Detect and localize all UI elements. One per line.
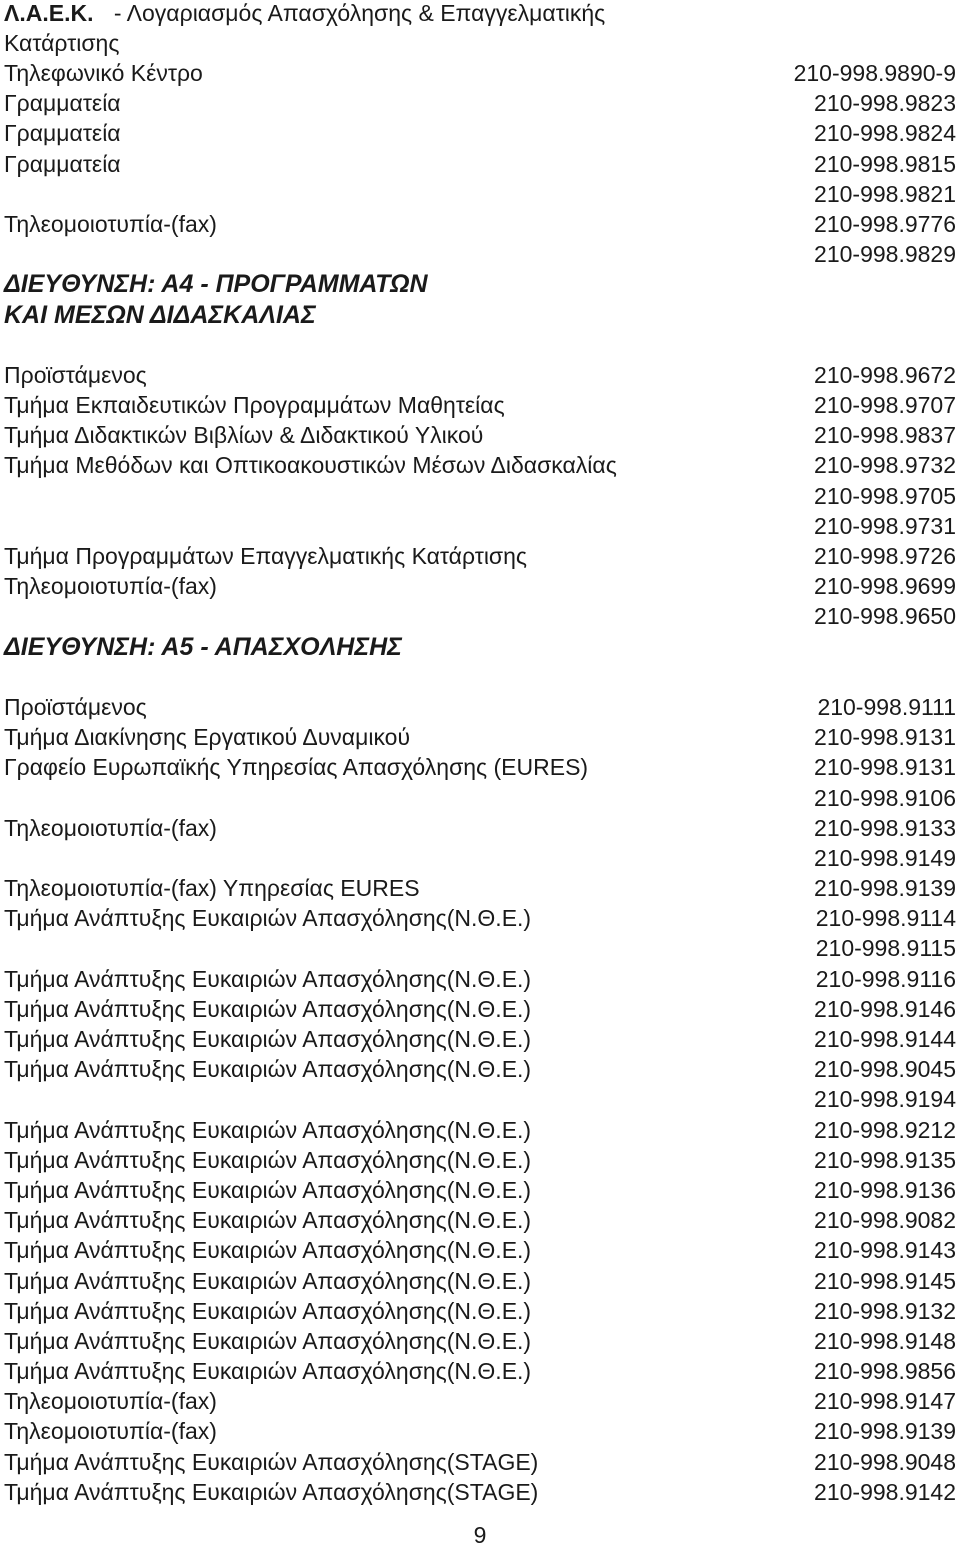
- phone-number: 210-998.9132: [814, 1297, 956, 1324]
- department-label: [4, 481, 814, 511]
- department-label: Τμήμα Μεθόδων και Οπτικοακουστικών Μέσων Διδασκαλίας: [4, 452, 617, 479]
- title-dash: -: [113, 0, 122, 26]
- title-line-2: Κατάρτισης: [4, 30, 120, 56]
- directory-row: [4, 843, 956, 873]
- directory-row: [4, 541, 956, 571]
- directory-row: [4, 692, 956, 722]
- department-label: Τηλεομοιοτυπία-(fax): [4, 1388, 217, 1415]
- department-label: [4, 1084, 814, 1114]
- directory-row: [4, 511, 956, 541]
- department-label: Τμήμα Ανάπτυξης Ευκαιριών Απασχόλησης(Ν.Θ.Ε.): [4, 1056, 532, 1083]
- phone-number: 210-998.9144: [814, 1026, 956, 1052]
- department-label: [4, 843, 814, 873]
- phone-number: 210-998.9139: [814, 875, 956, 902]
- directory-row: [4, 1024, 956, 1054]
- directory-row: [4, 1416, 956, 1446]
- directory-row: [4, 933, 956, 963]
- department-label: [4, 783, 814, 813]
- department-label: Τμήμα Διδακτικών Βιβλίων & Διδακτικού Υλικού: [4, 422, 484, 449]
- phone-number: 210-998.9732: [814, 452, 956, 479]
- phone-number: 210-998.9143: [814, 1237, 956, 1264]
- directory-row: [4, 1386, 956, 1416]
- phone-number: 210-998.9705: [814, 482, 956, 509]
- phone-number: 210-998.9142: [814, 1478, 956, 1505]
- title-line-1: Λογαριασμός Απασχόλησης & Επαγγελματικής: [126, 0, 606, 26]
- department-label: [4, 933, 816, 963]
- directory-row: [4, 1054, 956, 1084]
- department-label: Γραμματεία: [4, 120, 121, 147]
- phone-number: 210-998.9731: [814, 512, 956, 539]
- phone-number: 210-998.9212: [814, 1116, 956, 1143]
- department-label: Τμήμα Προγραμμάτων Επαγγελματικής Κατάρτισης: [4, 543, 528, 569]
- department-label: Τηλεομοιοτυπία-(fax): [4, 1418, 217, 1445]
- phone-number: 210-998.9116: [815, 965, 956, 992]
- department-label: Τμήμα Ανάπτυξης Ευκαιριών Απασχόλησης(Ν.Θ.Ε.): [4, 1176, 532, 1203]
- department-label: Προϊστάμενος: [4, 693, 147, 720]
- directory-row: [4, 239, 956, 269]
- department-label: Τμήμα Ανάπτυξης Ευκαιριών Απασχόλησης(Ν.Θ.Ε.): [4, 1327, 532, 1354]
- directory-row: [4, 390, 956, 420]
- directory-row: [4, 58, 956, 88]
- department-label: Γραμματεία: [4, 90, 121, 117]
- document: [4, 0, 956, 1507]
- department-label: Τμήμα Ανάπτυξης Ευκαιριών Απασχόλησης(Ν.Θ.Ε.): [4, 965, 532, 992]
- directory-row: [4, 1235, 956, 1265]
- department-label: Τμήμα Ανάπτυξης Ευκαιριών Απασχόλησης(STAGE): [4, 1448, 539, 1475]
- org-acronym: Λ.Α.Ε.Κ.: [4, 0, 94, 26]
- directory-row: [4, 1145, 956, 1175]
- phone-number: 210-998.9699: [814, 573, 956, 600]
- department-label: Τηλεομοιοτυπία-(fax): [4, 573, 217, 600]
- directory-row: [4, 571, 956, 601]
- phone-number: 210-998.9135: [814, 1146, 956, 1173]
- directory-row: [4, 1296, 956, 1326]
- phone-number: 210-998.9131: [814, 754, 956, 781]
- phone-number: 210-998.9194: [814, 1086, 956, 1113]
- department-label: Τμήμα Ανάπτυξης Ευκαιριών Απασχόλησης(Ν.Θ.Ε.): [4, 1267, 532, 1294]
- directory-row: [4, 1326, 956, 1356]
- phone-number: 210-998.9148: [814, 1327, 956, 1354]
- department-label: [4, 239, 814, 269]
- phone-number: 210-998.9815: [814, 150, 956, 177]
- directory-row: [4, 1084, 956, 1114]
- phone-number: 210-998.9829: [814, 241, 956, 268]
- department-label: Τμήμα Ανάπτυξης Ευκαιριών Απασχόλησης(STAGE): [4, 1478, 539, 1505]
- section-heading: ΔΙΕΥΘΥΝΣΗ: Α5 - ΑΠΑΣΧΟΛΗΣΗΣ: [4, 632, 402, 661]
- department-label: Τηλεφωνικό Κέντρο: [4, 60, 203, 86]
- directory-row: [4, 813, 956, 843]
- department-label: [4, 179, 814, 209]
- phone-number: 210-998.9136: [814, 1176, 956, 1203]
- department-label: Τηλεομοιοτυπία-(fax): [4, 814, 217, 841]
- department-label: [4, 601, 814, 631]
- department-label: Τμήμα Ανάπτυξης Ευκαιριών Απασχόλησης(Ν.Θ.Ε.): [4, 1026, 532, 1052]
- department-label: Τμήμα Ανάπτυξης Ευκαιριών Απασχόλησης(Ν.Θ.Ε.): [4, 995, 532, 1022]
- directory-list: [4, 58, 956, 1507]
- phone-number: 210-998.9133: [814, 814, 956, 841]
- spacer: [4, 330, 956, 360]
- directory-row: [4, 1115, 956, 1145]
- phone-number: 210-998.9082: [814, 1207, 956, 1234]
- directory-row: [4, 481, 956, 511]
- department-label: Τμήμα Ανάπτυξης Ευκαιριών Απασχόλησης(Ν.Θ.Ε.): [4, 1237, 532, 1264]
- department-label: Γραφείο Ευρωπαϊκής Υπηρεσίας Απασχόλησης (EURES): [4, 754, 589, 781]
- phone-number: 210-998.9147: [814, 1388, 956, 1415]
- department-label: Τμήμα Ανάπτυξης Ευκαιριών Απασχόλησης(Ν.Θ.Ε.): [4, 1146, 532, 1173]
- department-label: Τμήμα Ανάπτυξης Ευκαιριών Απασχόλησης(Ν.Θ.Ε.): [4, 905, 532, 932]
- directory-row: [4, 783, 956, 813]
- directory-row: [4, 752, 956, 782]
- phone-number: 210-998.9139: [814, 1418, 956, 1445]
- phone-number: 210-998.9824: [814, 120, 956, 147]
- directory-row: [4, 873, 956, 903]
- phone-number: 210-998.9106: [814, 784, 956, 811]
- directory-row: [4, 1477, 956, 1507]
- phone-number: 210-998.9045: [814, 1056, 956, 1083]
- phone-number: 210-998.9146: [814, 995, 956, 1022]
- phone-number: 210-998.9145: [814, 1267, 956, 1294]
- department-label: Τηλεομοιοτυπία-(fax): [4, 210, 217, 237]
- section-heading: ΔΙΕΥΘΥΝΣΗ: Α4 - ΠΡΟΓΡΑΜΜΑΤΩΝ: [4, 270, 428, 299]
- department-label: Τμήμα Ανάπτυξης Ευκαιριών Απασχόλησης(Ν.Θ.Ε.): [4, 1207, 532, 1234]
- directory-row: [4, 209, 956, 239]
- spacer: [4, 662, 956, 692]
- phone-number: 210-998.9048: [814, 1448, 956, 1475]
- directory-row: [4, 1175, 956, 1205]
- phone-number: 210-998.9115: [815, 935, 956, 962]
- phone-number: 210-998.9650: [814, 603, 956, 630]
- phone-number: 210-998.9776: [814, 210, 956, 237]
- phone-number: 210-998.9111: [817, 693, 956, 720]
- directory-row: [4, 118, 956, 148]
- department-label: Τμήμα Ανάπτυξης Ευκαιριών Απασχόλησης(Ν.Θ.Ε.): [4, 1297, 532, 1324]
- page-number: 9: [473, 1522, 487, 1548]
- phone-number: 210-998.9856: [814, 1358, 956, 1385]
- directory-row: [4, 903, 956, 933]
- directory-row: [4, 179, 956, 209]
- department-label: Τηλεομοιοτυπία-(fax) Υπηρεσίας EURES: [4, 875, 420, 902]
- phone-number: 210-998.9821: [814, 180, 956, 207]
- directory-row: [4, 994, 956, 1024]
- directory-row: [4, 149, 956, 179]
- phone-number: 210-998.9114: [815, 905, 956, 932]
- department-label: Γραμματεία: [4, 150, 121, 177]
- directory-row: [4, 964, 956, 994]
- department-label: Τμήμα Ανάπτυξης Ευκαιριών Απασχόλησης(Ν.Θ.Ε.): [4, 1358, 532, 1385]
- document-header: [4, 0, 956, 58]
- directory-row: [4, 1356, 956, 1386]
- directory-row: [4, 722, 956, 752]
- phone-number: 210-998.9837: [814, 422, 956, 449]
- phone-number: 210-998.9823: [814, 90, 956, 117]
- phone-number: 210-998.9131: [814, 724, 956, 751]
- directory-row: [4, 601, 956, 631]
- directory-row: [4, 1205, 956, 1235]
- phone-number: 210-998.9149: [814, 844, 956, 871]
- directory-row: [4, 450, 956, 480]
- department-label: Τμήμα Ανάπτυξης Ευκαιριών Απασχόλησης(Ν.Θ.Ε.): [4, 1116, 532, 1143]
- directory-row: [4, 88, 956, 118]
- department-label: Τμήμα Διακίνησης Εργατικού Δυναμικού: [4, 724, 411, 751]
- phone-number: 210-998.9890-9: [793, 60, 956, 86]
- directory-row: [4, 1266, 956, 1296]
- directory-row: [4, 420, 956, 450]
- directory-row: [4, 1447, 956, 1477]
- directory-row: [4, 360, 956, 390]
- phone-number: 210-998.9672: [814, 361, 956, 388]
- department-label: Προϊστάμενος: [4, 361, 147, 388]
- department-label: Τμήμα Εκπαιδευτικών Προγραμμάτων Μαθητείας: [4, 392, 505, 419]
- phone-number: 210-998.9707: [814, 392, 956, 419]
- department-label: [4, 511, 814, 541]
- section-heading: ΚΑΙ ΜΕΣΩΝ ΔΙΔΑΣΚΑΛΙΑΣ: [4, 300, 316, 329]
- phone-number: 210-998.9726: [814, 543, 956, 569]
